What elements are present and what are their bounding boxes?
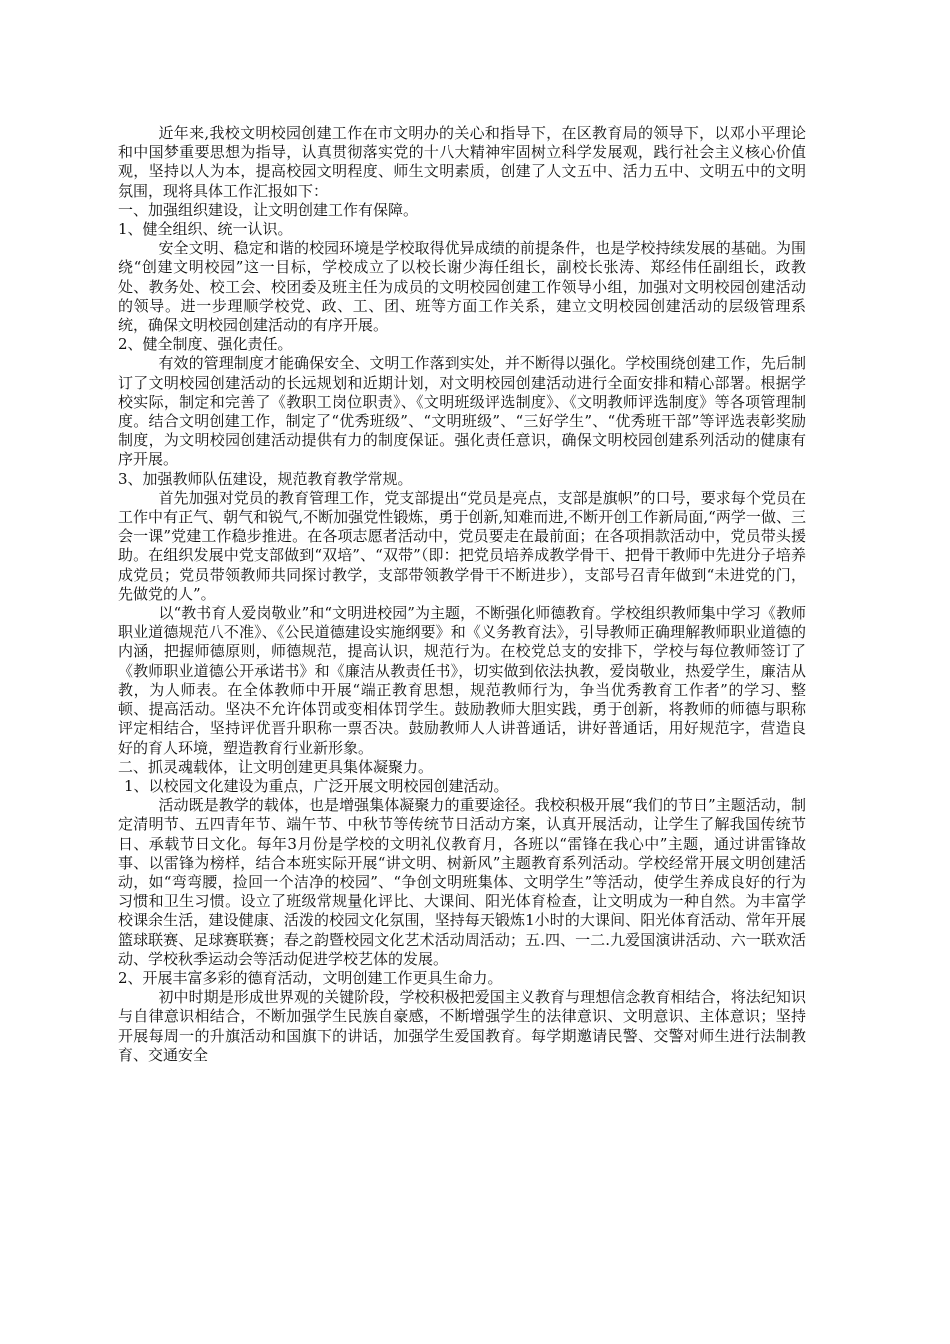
section-2-item-2-title: 2、开展丰富多彩的德育活动，文明创建工作更具生命力。 bbox=[118, 968, 503, 987]
section-1-item-3-title: 3、加强教师队伍建设，规范教育教学常规。 bbox=[118, 469, 413, 488]
section-2-heading: 二、抓灵魂载体，让文明创建更具集体凝聚力。 bbox=[118, 757, 434, 776]
section-1-heading: 一、加强组织建设，让文明创建工作有保障。 bbox=[118, 200, 419, 219]
section-2-item-2-body: 初中时期是形成世界观的关键阶段，学校积极把爱国主义教育与理想信念教育相结合，将法纪知识与自律意识相结合，不断加强学生民族自豪感，不断增强学生的法律意识、文明意识、主体意识；坚持开展每周一的升旗活动和国旗下的讲话，加强学生爱国教育。每学期邀请民警、交警对师生进行法制教育、交通安全 bbox=[118, 988, 806, 1064]
intro-paragraph: 近年来,我校文明校园创建工作在市文明办的关心和指导下，在区教育局的领导下，以邓小平理论和中国梦重要思想为指导，认真贯彻落实党的十八大精神牢固树立科学发展观，践行社会主义核心价值观，坚持以人为本，提高校园文明程度、师生文明素质，创建了人文五中、活力五中、文明五中的文明氛围，现将具体工作汇报如下： bbox=[118, 124, 806, 200]
section-1-item-2-title: 2、健全制度、强化责任。 bbox=[118, 335, 293, 354]
section-1-item-3-body-1: 首先加强对党员的教育管理工作，党支部提出“党员是亮点，支部是旗帜”的口号，要求每个党员在工作中有正气、朝气和锐气,不断加强党性锻炼，勇于创新,知难而进,不断开创工作新局面,“两学一做、三会一课”党建工作稳步推进。在各项志愿者活动中，党员要走在最前面；在各项捐款活动中，党员带头援助。在组织发展中党支部做到“双培”、“双带”（即：把党员培养成教学骨干、把骨干教师中先进分子培养成党员；党员带领教师共同探讨教学，支部带领教学骨干不断进步），支部号召青年做到“未进党的门，先做党的人”。 bbox=[118, 488, 806, 603]
section-2-item-1-body: 活动既是教学的载体，也是增强集体凝聚力的重要途径。我校积极开展“我们的节日”主题活动，制定清明节、五四青年节、端午节、中秋节等传统节日活动方案，认真开展活动，让学生了解我国传统节日、承载节日文化。每年3月份是学校的文明礼仪教育月，各班以“雷锋在我心中”主题，通过讲雷锋故事、以雷锋为榜样，结合本班实际开展“讲文明、树新风”主题教育系列活动。学校经常开展文明创建活动，如“弯弯腰，捡回一个洁净的校园”、“争创文明班集体、文明学生”等活动，使学生养成良好的行为习惯和卫生习惯。设立了班级常规量化评比、大课间、阳光体育检查，让文明成为一种自然。为丰富学校课余生活，建设健康、活泼的校园文化氛围，坚持每天锻炼1小时的大课间、阳光体育活动、常年开展篮球联赛、足球赛联赛；春之韵暨校园文化艺术活动周活动；五.四、一二.九爱国演讲活动、六一联欢活动、学校秋季运动会等活动促进学校艺体的发展。 bbox=[118, 796, 806, 968]
section-1-item-1-body: 安全文明、稳定和谐的校园环境是学校取得优异成绩的前提条件，也是学校持续发展的基础。为围绕“创建文明校园”这一目标，学校成立了以校长谢少海任组长，副校长张涛、郑经伟任副组长，政教处、教务处、校工会、校团委及班主任为成员的文明校园创建工作领导小组，加强对文明校园创建活动的领导。进一步理顺学校党、政、工、团、班等方面工作关系，建立文明校园创建活动的层级管理系统，确保文明校园创建活动的有序开展。 bbox=[118, 239, 806, 335]
section-1-item-3-body-2: 以“教书育人爱岗敬业”和“文明进校园”为主题，不断强化师德教育。学校组织教师集中学习《教师职业道德规范八不准》、《公民道德建设实施纲要》和《义务教育法》，引导教师正确理解教师职业道德的内涵，把握师德原则，师德规范，提高认识，规范行为。在校党总支的安排下，学校与每位教师签订了《教师职业道德公开承诺书》和《廉洁从教责任书》，切实做到依法执教，爱岗敬业，热爱学生，廉洁从教，为人师表。在全体教师中开展“端正教育思想，规范教师行为，争当优秀教育工作者”的学习、整顿、提高活动。坚决不允许体罚或变相体罚学生。鼓励教师大胆实践，勇于创新，将教师的师德与职称评定相结合，坚持评优晋升职称一票否决。鼓励教师人人讲普通话，讲好普通话，用好规范字，营造良好的育人环境，塑造教育行业新形象。 bbox=[118, 604, 806, 757]
document-page bbox=[118, 124, 806, 1065]
section-2-item-1-title: 1、以校园文化建设为重点，广泛开展文明校园创建活动。 bbox=[124, 776, 509, 795]
section-1-item-1-title: 1、健全组织、统一认识。 bbox=[118, 220, 293, 239]
section-1-item-2-body: 有效的管理制度才能确保安全、文明工作落到实处，并不断得以强化。学校围绕创建工作，先后制订了文明校园创建活动的长远规划和近期计划，对文明校园创建活动进行全面安排和精心部署。根据学校实际，制定和完善了《教职工岗位职责》、《文明班级评选制度》、《文明教师评选制度》等各项管理制度。结合文明创建工作，制定了“优秀班级”、“文明班级”、“三好学生”、“优秀班干部”等评选表彰奖励制度，为文明校园创建活动提供有力的制度保证。强化责任意识，确保文明校园创建系列活动的健康有序开展。 bbox=[118, 354, 806, 469]
